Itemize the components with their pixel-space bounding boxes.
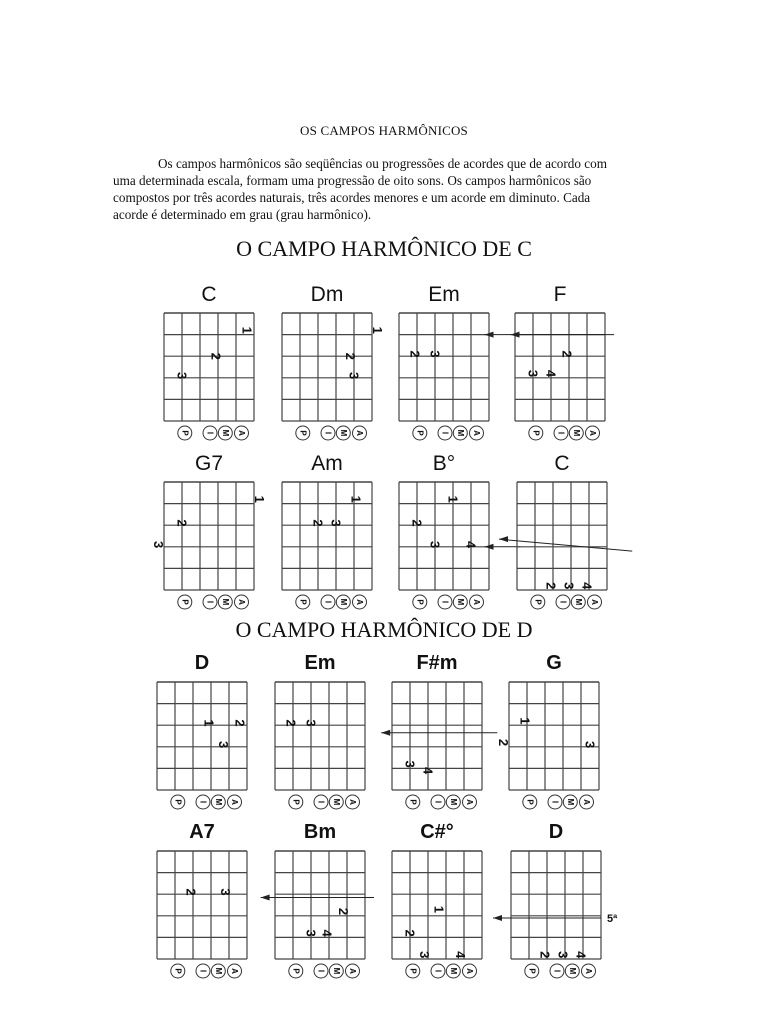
hand-finger-label: P: [415, 599, 425, 605]
chord-name: A7: [189, 821, 215, 843]
hand-finger-label: P: [408, 799, 418, 805]
chord-diagram: [150, 478, 268, 616]
hand-finger-label: P: [180, 599, 190, 605]
chord-name: G7: [194, 452, 223, 475]
hand-finger-label: I: [433, 800, 443, 804]
finger-number: 1: [369, 326, 385, 334]
position-label: 5ª: [607, 912, 618, 925]
finger-number: 1: [445, 495, 461, 503]
finger-number: 1: [348, 495, 364, 503]
chord-diagram: [143, 678, 261, 816]
chord-name: C: [554, 452, 570, 475]
chord-name: D: [194, 652, 210, 674]
hand-finger-label: A: [230, 968, 239, 974]
paragraph-line: acorde é determinado em grau (grau harmônico).: [113, 207, 372, 222]
hand-finger-label: I: [205, 600, 215, 604]
chord-diagram: [268, 309, 386, 447]
chord-diagram: [143, 847, 261, 985]
chord-name: Am: [311, 452, 343, 475]
hand-finger-label: P: [291, 968, 301, 974]
barre-arrow-head: [261, 894, 270, 900]
hand-finger-label: I: [433, 969, 443, 973]
chord-name: F: [553, 283, 567, 306]
hand-finger-label: A: [590, 599, 599, 605]
paragraph-line: uma determinada escala, formam uma progressão de oito sons. Os campos harmônicos são: [113, 173, 592, 188]
paragraph-line: Os campos harmônicos são seqüências ou progressões de acordes que de acordo com: [158, 156, 607, 171]
finger-number: 2: [335, 907, 351, 916]
chord-name: B°: [432, 452, 456, 475]
hand-finger-label: M: [220, 429, 230, 437]
finger-number: 3: [582, 741, 598, 749]
hand-finger-label: M: [338, 429, 348, 437]
hand-finger-label: P: [173, 968, 183, 974]
finger-number: 4: [463, 541, 479, 549]
hand-finger-label: P: [531, 430, 541, 436]
finger-number: 3: [346, 372, 362, 380]
chord-diagram: [268, 478, 386, 616]
hand-finger-label: M: [448, 967, 458, 975]
hand-finger-label: M: [213, 798, 223, 806]
hand-finger-label: P: [408, 968, 418, 974]
hand-finger-label: I: [440, 600, 450, 604]
finger-number: 4: [573, 951, 589, 959]
hand-finger-label: A: [237, 430, 246, 436]
hand-finger-label: I: [316, 800, 326, 804]
hand-finger-label: I: [205, 431, 215, 435]
finger-number: 4: [420, 766, 436, 775]
chord-name: D: [548, 821, 564, 843]
hand-finger-label: A: [582, 799, 591, 805]
finger-number: 3: [561, 582, 577, 590]
finger-number: 2: [232, 719, 248, 727]
finger-number: 2: [208, 352, 224, 360]
hand-finger-label: P: [173, 799, 183, 805]
chord-diagram: [503, 478, 621, 616]
finger-number: 2: [402, 929, 418, 937]
intro-paragraph: [113, 155, 690, 223]
hand-finger-label: M: [573, 598, 583, 606]
finger-number: 2: [407, 350, 423, 358]
finger-number: 3: [402, 760, 418, 768]
finger-number: 1: [431, 905, 447, 913]
finger-number: 1: [251, 495, 267, 503]
chord-diagram: [378, 678, 496, 816]
finger-number: 3: [416, 951, 432, 959]
chord-diagram: [378, 847, 496, 985]
finger-number: 3: [151, 541, 167, 549]
hand-finger-label: P: [298, 599, 308, 605]
hand-finger-label: M: [448, 798, 458, 806]
chord-diagram: [150, 309, 268, 447]
finger-number: 1: [517, 717, 533, 725]
hand-finger-label: P: [180, 430, 190, 436]
hand-finger-label: A: [230, 799, 239, 805]
hand-finger-label: A: [465, 799, 474, 805]
hand-finger-label: A: [355, 599, 364, 605]
hand-finger-label: M: [338, 598, 348, 606]
hand-finger-label: I: [198, 800, 208, 804]
barre-arrow-head: [381, 730, 390, 736]
hand-finger-label: I: [316, 969, 326, 973]
hand-finger-label: P: [415, 430, 425, 436]
finger-number: 3: [427, 350, 443, 358]
chord-name: Em: [428, 283, 460, 306]
chord-name: G: [546, 652, 562, 674]
finger-number: 4: [319, 929, 335, 937]
finger-number: 2: [409, 519, 425, 527]
section-title-c: O CAMPO HARMÔNICO DE C: [236, 236, 532, 261]
finger-number: 1: [201, 719, 217, 727]
hand-finger-label: I: [558, 600, 568, 604]
chord-name: Dm: [310, 283, 344, 306]
hand-finger-label: M: [220, 598, 230, 606]
finger-number: 2: [496, 738, 512, 747]
hand-finger-label: P: [533, 599, 543, 605]
hand-finger-label: I: [323, 431, 333, 435]
hand-finger-label: M: [571, 429, 581, 437]
hand-finger-label: M: [455, 598, 465, 606]
chord-name: Em: [304, 652, 336, 674]
finger-number: 2: [283, 719, 299, 727]
hand-finger-label: M: [567, 967, 577, 975]
hand-finger-label: A: [588, 430, 597, 436]
chord-name: F#m: [416, 652, 458, 674]
finger-number: 3: [217, 888, 233, 896]
hand-finger-label: M: [565, 798, 575, 806]
finger-number: 3: [328, 519, 344, 527]
finger-number: 3: [303, 929, 319, 937]
chord-name: C#°: [420, 821, 454, 843]
finger-number: 3: [525, 369, 541, 378]
finger-number: 2: [537, 951, 553, 959]
finger-number: 2: [543, 582, 559, 590]
hand-finger-label: A: [472, 599, 481, 605]
paragraph-line: compostos por três acordes naturais, três acordes menores e um acorde em diminuto. Cada: [113, 190, 591, 205]
hand-finger-label: A: [472, 430, 481, 436]
hand-finger-label: M: [455, 429, 465, 437]
section-title-d: O CAMPO HARMÔNICO DE D: [235, 617, 533, 642]
chord-diagram: [385, 309, 503, 447]
chord-diagram: [495, 678, 613, 816]
chord-diagram: [261, 847, 379, 985]
finger-number: 2: [310, 519, 326, 527]
chord-diagram: [385, 478, 503, 616]
hand-finger-label: I: [440, 431, 450, 435]
finger-number: 3: [427, 541, 443, 549]
finger-number: 3: [216, 741, 232, 749]
chord-diagram: [501, 309, 619, 447]
hand-finger-label: I: [323, 600, 333, 604]
finger-number: 2: [559, 350, 575, 358]
hand-finger-label: P: [298, 430, 308, 436]
hand-finger-label: M: [213, 967, 223, 975]
finger-number: 4: [543, 369, 559, 378]
chord-diagram: [497, 847, 618, 985]
hand-finger-label: I: [198, 969, 208, 973]
hand-finger-label: M: [331, 967, 341, 975]
chord-name: Bm: [303, 821, 337, 843]
hand-finger-label: I: [552, 969, 562, 973]
finger-number: 3: [174, 372, 190, 380]
hand-finger-label: I: [556, 431, 566, 435]
chord-diagram: [261, 678, 379, 816]
hand-finger-label: P: [291, 799, 301, 805]
finger-number: 2: [174, 519, 190, 527]
finger-number: 4: [452, 951, 468, 959]
hand-finger-label: A: [465, 968, 474, 974]
finger-number: 3: [555, 951, 571, 959]
document-title: OS CAMPOS HARMÔNICOS: [300, 123, 468, 138]
hand-finger-label: P: [525, 799, 535, 805]
hand-finger-label: M: [331, 798, 341, 806]
hand-finger-label: A: [584, 968, 593, 974]
hand-finger-label: I: [550, 800, 560, 804]
finger-number: 2: [342, 352, 358, 360]
finger-number: 4: [579, 582, 595, 590]
finger-number: 1: [239, 326, 255, 334]
chord-name: C: [201, 283, 217, 306]
hand-finger-label: A: [355, 430, 364, 436]
hand-finger-label: P: [527, 968, 537, 974]
finger-number: 3: [303, 719, 319, 727]
hand-finger-label: A: [348, 799, 357, 805]
barre-arrow-line: [499, 539, 632, 551]
hand-finger-label: A: [348, 968, 357, 974]
hand-finger-label: A: [237, 599, 246, 605]
finger-number: 2: [183, 888, 199, 896]
